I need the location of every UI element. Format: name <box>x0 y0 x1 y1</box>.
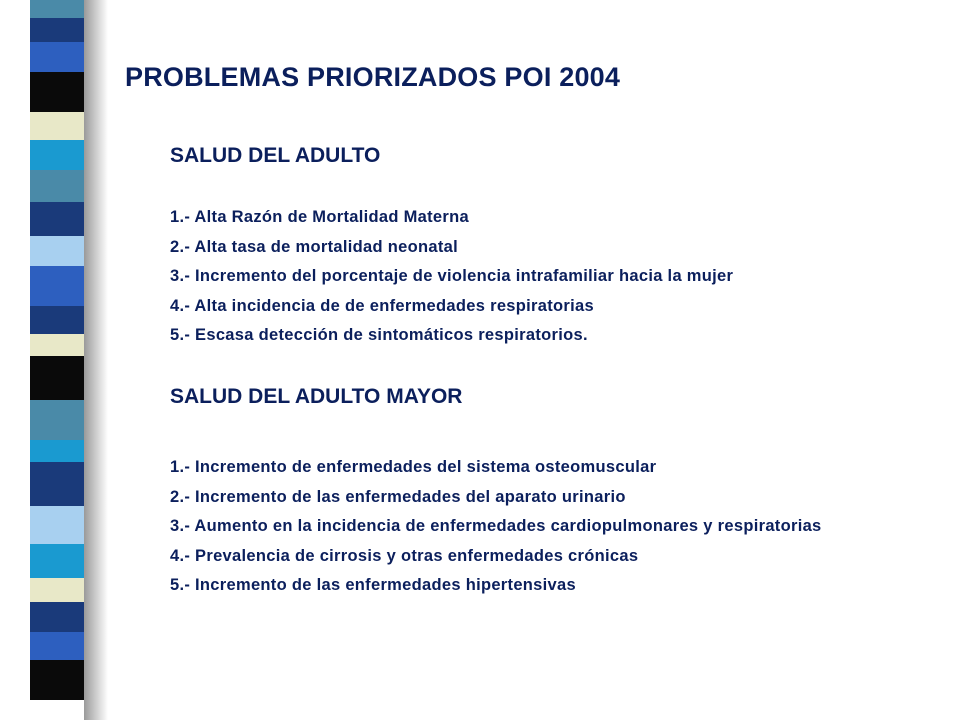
page-title: PROBLEMAS PRIORIZADOS POI 2004 <box>125 62 621 92</box>
list-item: 3.- Aumento en la incidencia de enfermedades cardiopulmonares y respiratorias <box>170 517 822 535</box>
list-item: 3.- Incremento del porcentaje de violencia intrafamiliar hacia la mujer <box>170 267 734 285</box>
list-item: 2.- Incremento de las enfermedades del aparato urinario <box>170 487 626 506</box>
problem-list-adulto <box>170 203 912 351</box>
section-heading-adulto-mayor: SALUD DEL ADULTO MAYOR <box>170 385 463 408</box>
problem-list-adulto-mayor <box>170 453 912 601</box>
list-item: 4.- Alta incidencia de de enfermedades respiratorias <box>170 296 594 315</box>
section-heading-adulto: SALUD DEL ADULTO <box>170 144 381 167</box>
list-item: 2.- Alta tasa de mortalidad neonatal <box>170 237 459 256</box>
list-item: 5.- Incremento de las enfermedades hipertensivas <box>170 576 576 594</box>
list-item: 1.- Incremento de enfermedades del sistema osteomuscular <box>170 458 657 476</box>
list-item: 5.- Escasa detección de sintomáticos respiratorios. <box>170 326 588 344</box>
list-item: 1.- Alta Razón de Mortalidad Materna <box>170 208 469 226</box>
list-item: 4.- Prevalencia de cirrosis y otras enfermedades crónicas <box>170 546 639 565</box>
